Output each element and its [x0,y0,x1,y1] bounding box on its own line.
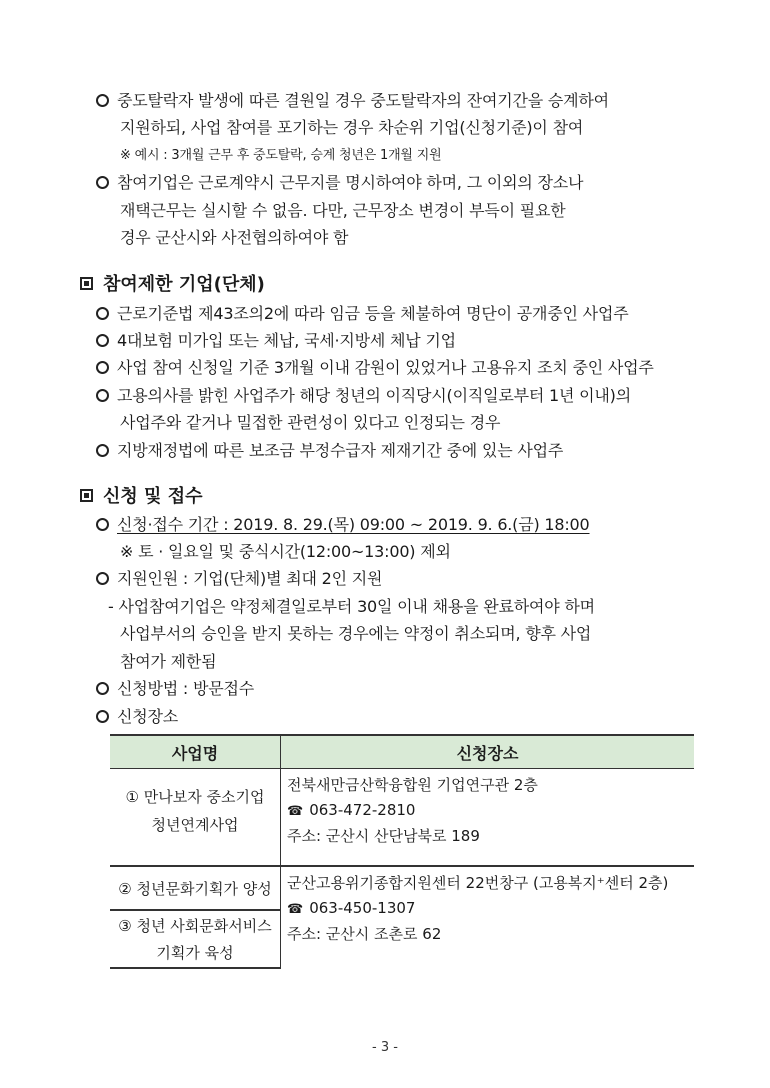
dash-continuation: 사업부서의 승인을 받지 못하는 경우에는 약정이 취소되며, 향후 사업 [120,624,592,643]
project-name-line: 청년연계사업 [151,816,239,834]
phone-icon: ☎ [287,804,304,819]
project-name-cell [110,769,281,867]
phone-icon: ☎ [287,902,304,917]
application-place-table [110,734,694,969]
dash-continuation: 참여가 제한됨 [120,652,217,671]
circle-bullet-icon [96,682,109,695]
bullet-text: 사업 참여 신청일 기준 3개월 이내 감원이 있었거나 고용유지 조치 중인 사업주 [117,358,654,377]
circle-bullet-icon [96,444,109,457]
place-name: 전북새만금산학융합원 기업연구관 2층 [287,776,538,794]
project-name-line: ③ 청년 사회문화서비스 [118,917,272,935]
section-title: 참여제한 기업(단체) [103,274,265,295]
project-name-cell: ② 청년문화기획가 양성 [110,866,281,910]
project-name-line: 기획가 육성 [156,944,234,962]
bullet-item [96,171,583,195]
header-project-name: 사업명 [110,735,281,769]
dash-item: - 사업참여기업은 약정체결일로부터 30일 이내 채용을 완료하여야 하며 [108,597,595,616]
circle-bullet-icon [96,94,109,107]
phone-number: 063-472-2810 [309,801,416,819]
bullet-text: 참여기업은 근로계약시 근무지를 명시하여야 하며, 그 이외의 장소나 [117,173,584,192]
phone-number: 063-450-1307 [309,899,416,917]
bullet-text: 신청장소 [117,707,179,726]
circle-bullet-icon [96,176,109,189]
table-row [110,866,694,910]
phone-line [287,798,694,824]
example-note: ※ 예시 : 3개월 근무 후 중도탈락, 승계 청년은 1개월 지원 [120,148,442,163]
circle-bullet-icon [96,334,109,347]
circle-bullet-icon [96,572,109,585]
bullet-item [96,567,382,591]
project-name-line: ① 만나보자 중소기업 [125,788,265,806]
bullet-text: 4대보험 미가입 또는 체납, 국세·지방세 체납 기업 [117,331,456,350]
section-title: 신청 및 접수 [103,486,203,507]
bullet-continuation: 사업주와 같거나 밀접한 관련성이 있다고 인정되는 경우 [120,413,501,432]
table-header-row [110,735,694,769]
address: 주소: 군산시 산단남북로 189 [287,827,480,845]
section-heading-restrict [80,272,265,298]
application-period: 신청·접수 기간 : 2019. 8. 29.(목) 09:00 ~ 2019. 9. 6.(금) 18:00 [117,515,590,534]
bullet-continuation: 재택근무는 실시할 수 없음. 다만, 근무장소 변경이 부득이 필요한 [120,201,566,220]
circle-bullet-icon [96,710,109,723]
circle-bullet-icon [96,518,109,531]
circle-bullet-icon [96,361,109,374]
bullet-text: 중도탈락자 발생에 따른 결원일 경우 중도탈락자의 잔여기간을 승계하여 [117,91,609,110]
bullet-item [96,513,590,537]
bullet-continuation: 지원하되, 사업 참여를 포기하는 경우 차순위 기업(신청기준)이 참여 [120,118,584,137]
page-number: - 3 - [372,1040,398,1055]
bullet-item [96,302,628,326]
bullet-text: 지원인원 : 기업(단체)별 최대 2인 지원 [117,569,383,588]
bullet-item [96,384,631,408]
bullet-text: 고용의사를 밝힌 사업주가 해당 청년의 이직당시(이직일로부터 1년 이내)의 [117,386,631,405]
bullet-item [96,356,654,380]
address: 주소: 군산시 조촌로 62 [287,925,442,943]
phone-line [287,896,694,922]
table-row [110,769,694,867]
project-name-cell [110,910,281,968]
square-bullet-icon [80,277,93,290]
bullet-item [96,705,178,729]
bullet-item [96,439,563,463]
bullet-item [96,329,456,353]
place-name: 군산고용위기종합지원센터 22번창구 (고용복지⁺센터 2층) [287,874,669,892]
bullet-item [96,89,609,113]
bullet-item [96,677,254,701]
circle-bullet-icon [96,307,109,320]
bullet-continuation: 경우 군산시와 사전협의하여야 함 [120,228,349,247]
bullet-text: 근로기준법 제43조의2에 따라 임금 등을 체불하여 명단이 공개중인 사업주 [117,304,629,323]
header-place: 신청장소 [281,735,695,769]
period-note: ※ 토 · 일요일 및 중식시간(12:00~13:00) 제외 [120,542,451,561]
circle-bullet-icon [96,389,109,402]
place-cell [281,866,695,968]
square-bullet-icon [80,489,93,502]
place-cell [281,769,695,867]
bullet-text: 지방재정법에 따른 보조금 부정수급자 제재기간 중에 있는 사업주 [117,441,564,460]
section-heading-apply [80,484,202,510]
bullet-text: 신청방법 : 방문접수 [117,679,255,698]
